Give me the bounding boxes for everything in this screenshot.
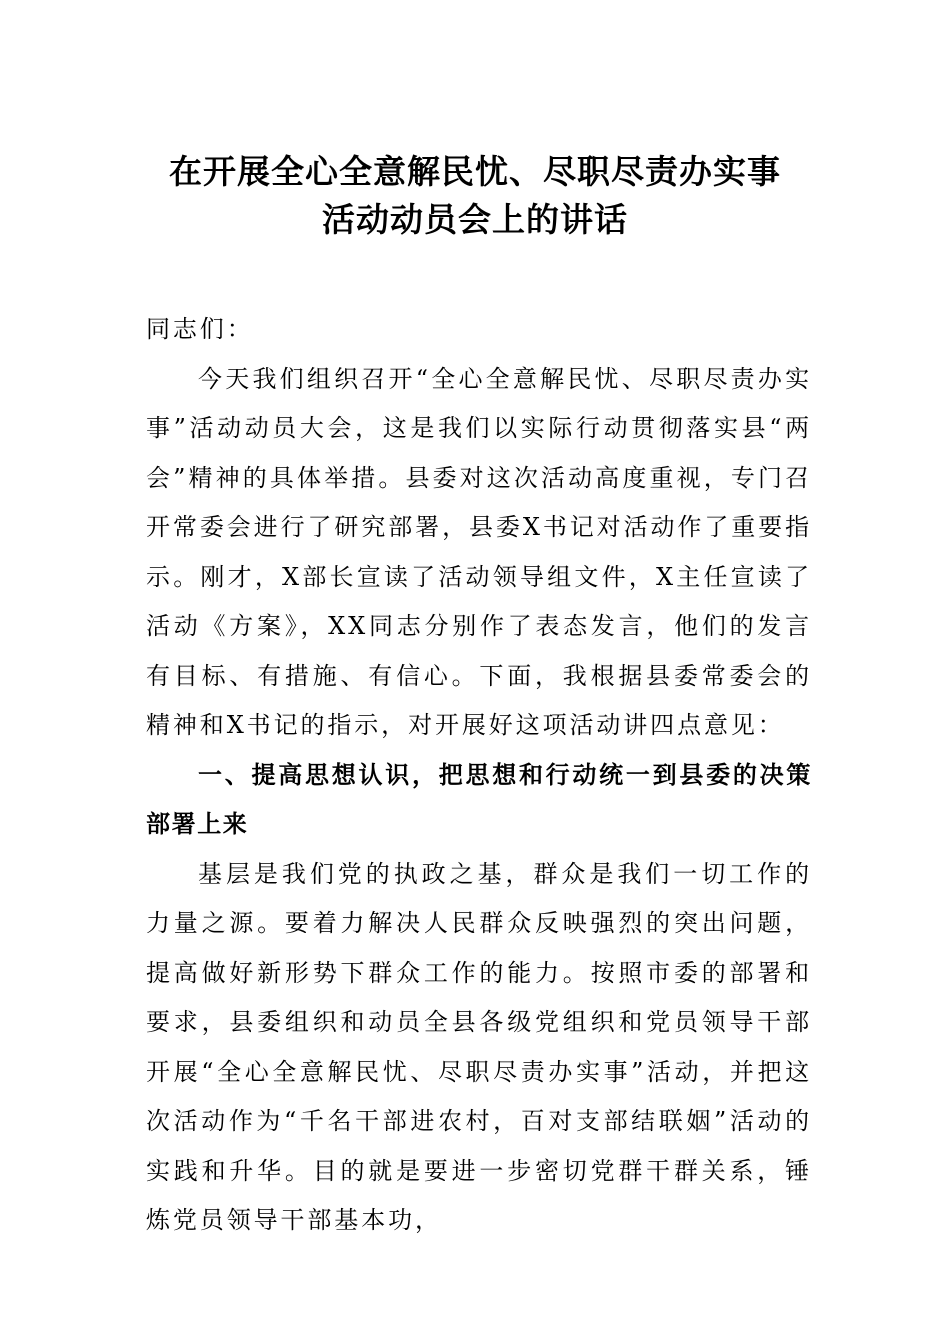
document-title bbox=[0, 148, 950, 244]
document-body bbox=[146, 305, 812, 1246]
title-line-2: 活动动员会上的讲话 bbox=[322, 200, 628, 239]
paragraph-1: 今天我们组织召开“全心全意解民忧、尽职尽责办实事”活动动员大会，这是我们以实际行动贯彻落实县“两会”精神的具体举措。县委对这次活动高度重视，专门召开常委会进行了研究部署，县委X书记对活动作了重要指示。刚才，X部长宣读了活动领导组文件，X主任宣读了活动《方案》，XX同志分别作了表态发言，他们的发言有目标、有措施、有信心。下面，我根据县委常委会的精神和X书记的指示，对开展好这项活动讲四点意见： bbox=[146, 364, 812, 739]
section-heading-1: 一、提高思想认识，把思想和行动统一到县委的决策部署上来 bbox=[146, 760, 812, 838]
salutation: 同志们： bbox=[146, 315, 254, 343]
paragraph-2: 基层是我们党的执政之基，群众是我们一切工作的力量之源。要着力解决人民群众反映强烈的突出问题，提高做好新形势下群众工作的能力。按照市委的部署和要求，县委组织和动员全县各级党组织和党员领导干部开展“全心全意解民忧、尽职尽责办实事”活动，并把这次活动作为“千名干部进农村，百对支部结联姻”活动的实践和升华。目的就是要进一步密切党群干群关系，锤炼党员领导干部基本功， bbox=[146, 859, 812, 1234]
title-line-1: 在开展全心全意解民忧、尽职尽责办实事 bbox=[169, 152, 781, 191]
